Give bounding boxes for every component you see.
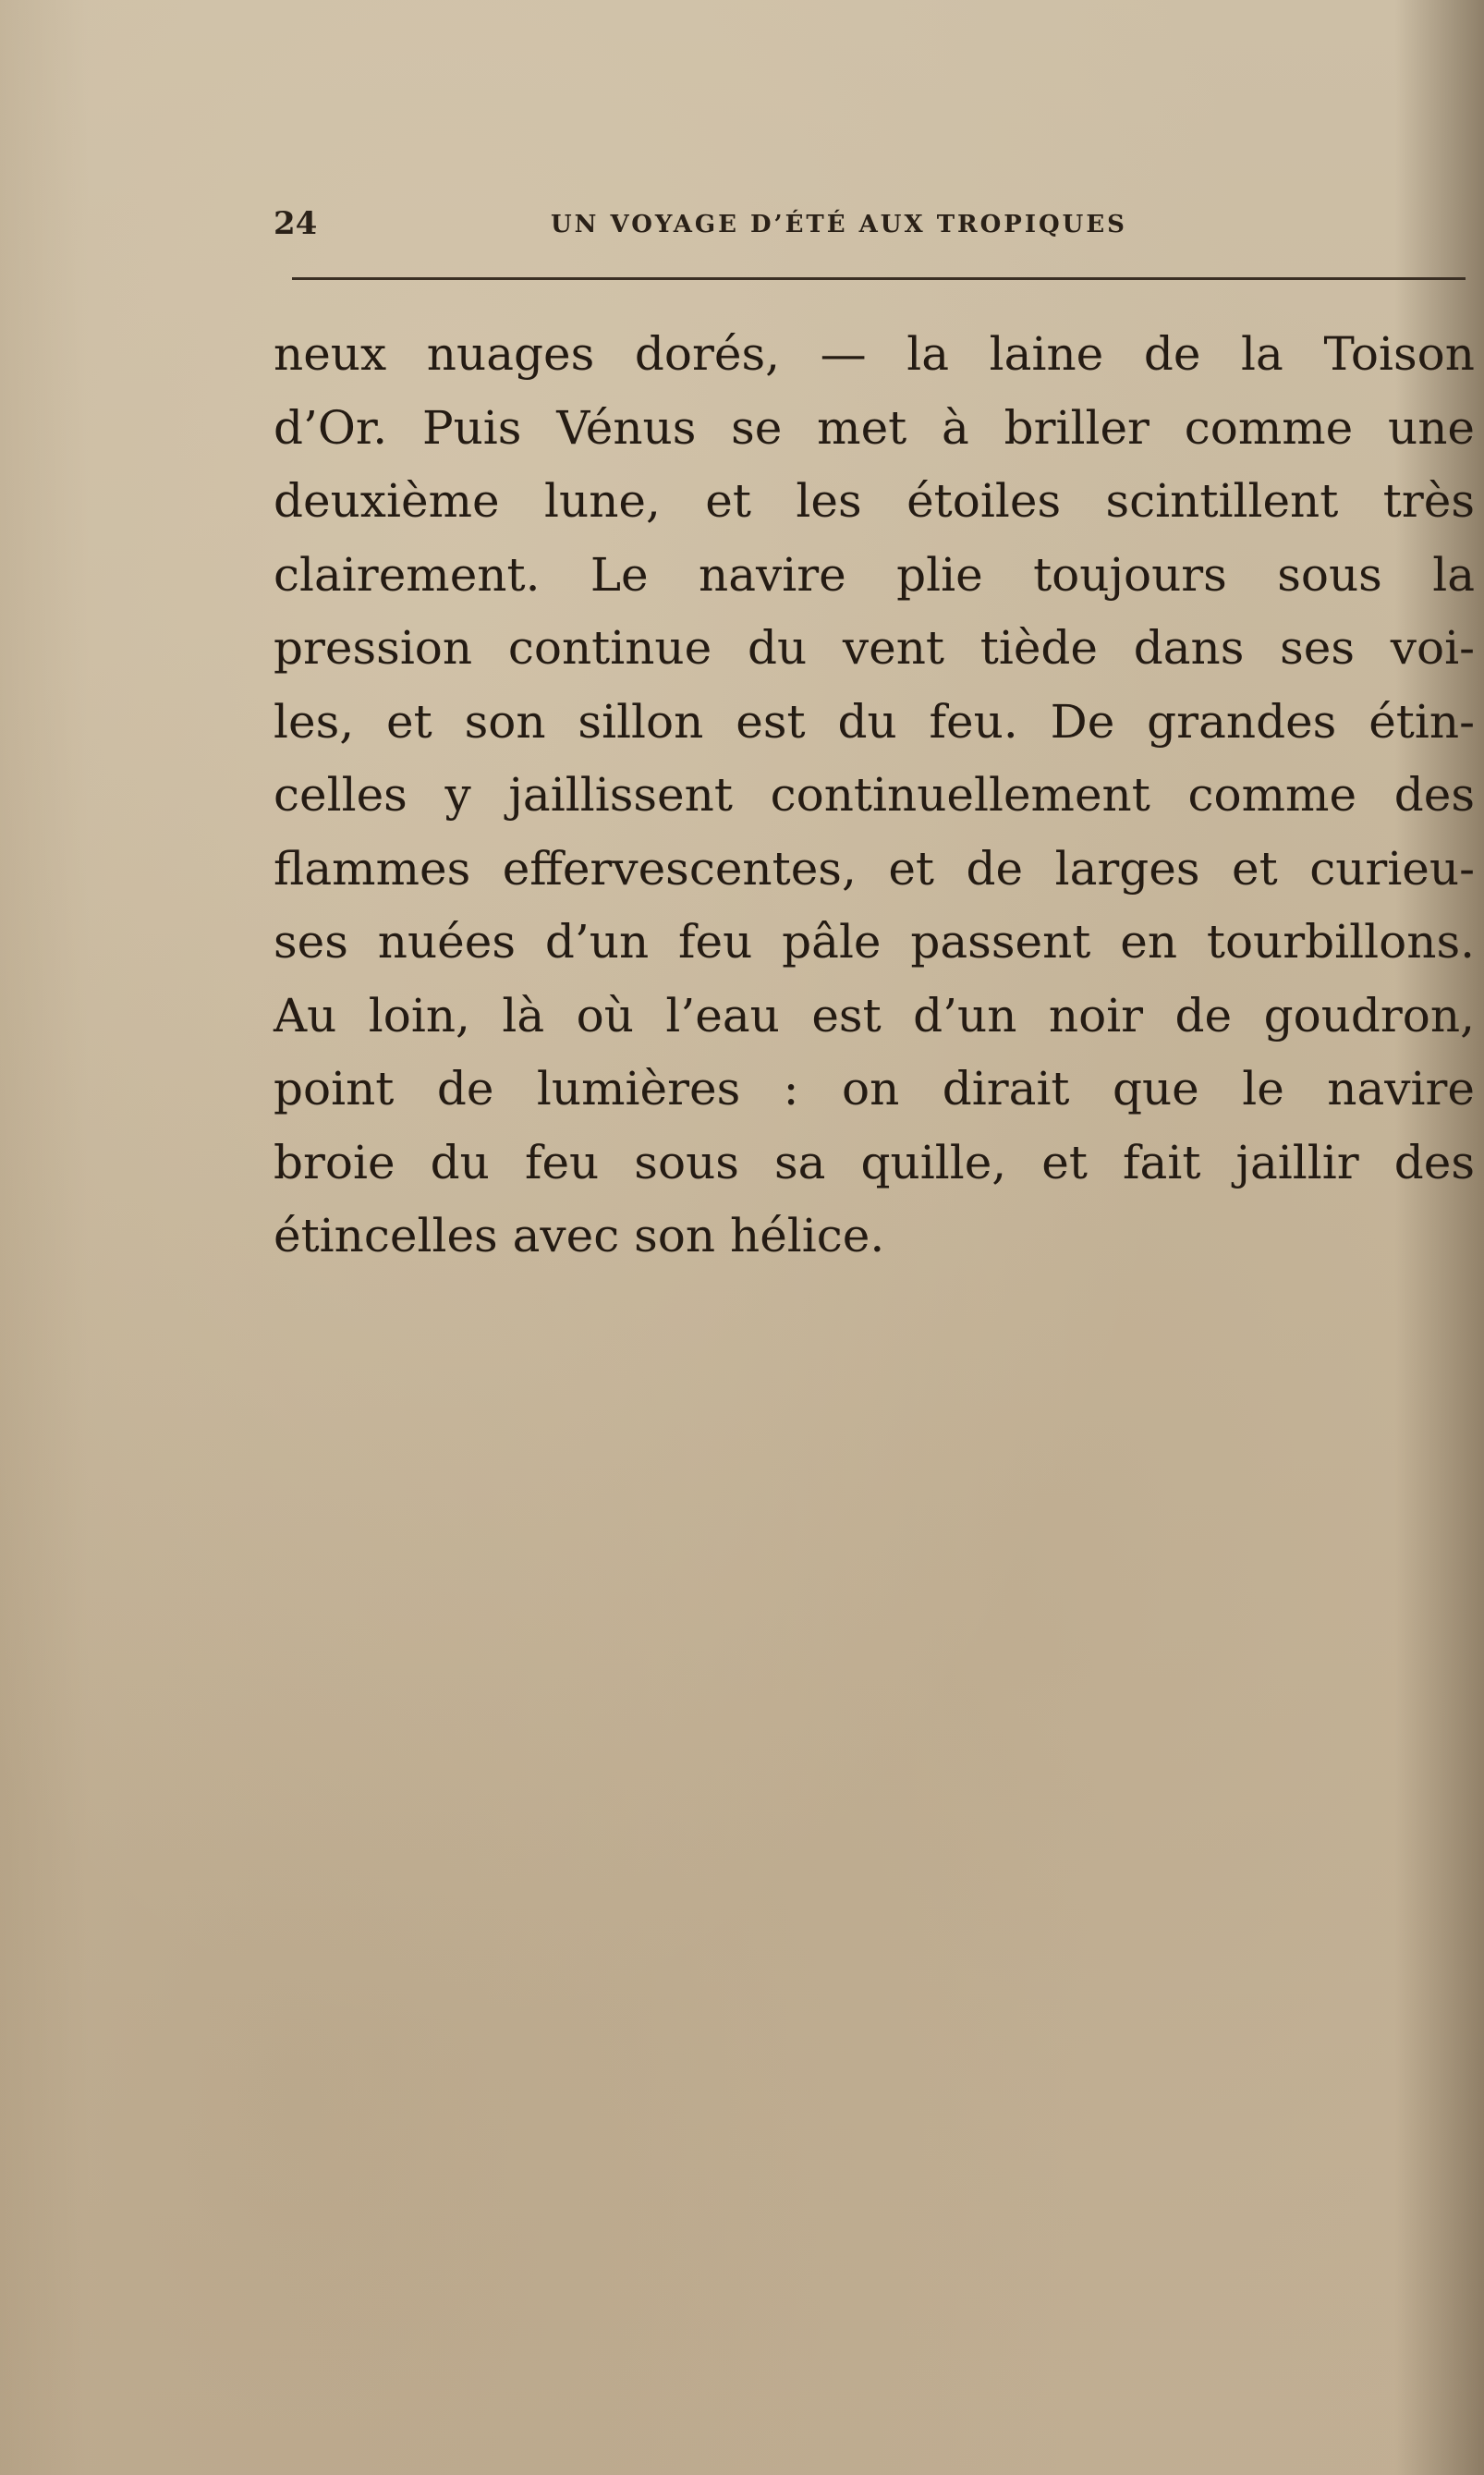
text-line: pression continue du vent tiède dans ses voi- bbox=[274, 621, 1475, 675]
text-line: d’Or. Puis Vénus se met à briller comme une bbox=[274, 400, 1475, 455]
text-line: deuxième lune, et les étoiles scintillent très bbox=[274, 474, 1475, 528]
page-number: 24 bbox=[274, 205, 318, 242]
text-line: les, et son sillon est du feu. De grandes étin- bbox=[274, 694, 1475, 749]
running-head bbox=[274, 205, 1466, 251]
text-line: broie du feu sous sa quille, et fait jaillir des bbox=[274, 1135, 1475, 1189]
text-line: neux nuages dorés, — la laine de la Toison bbox=[274, 327, 1475, 381]
text-line: Au loin, là où l’eau est d’un noir de goudron, bbox=[274, 988, 1475, 1042]
text-line: point de lumières : on dirait que le navire bbox=[274, 1062, 1475, 1116]
text-line: ses nuées d’un feu pâle passent en tourbillons. bbox=[274, 915, 1475, 969]
body-text bbox=[274, 318, 1475, 1274]
text-line: étincelles avec son hélice. bbox=[274, 1209, 885, 1262]
text-line: celles y jaillissent continuellement comme des bbox=[274, 768, 1475, 822]
running-title: UN VOYAGE D’ÉTÉ AUX TROPIQUES bbox=[551, 211, 1127, 238]
text-line: flammes effervescentes, et de larges et curieu- bbox=[274, 841, 1475, 896]
text-line: clairement. Le navire plie toujours sous la bbox=[274, 547, 1475, 602]
header-rule bbox=[292, 277, 1466, 280]
